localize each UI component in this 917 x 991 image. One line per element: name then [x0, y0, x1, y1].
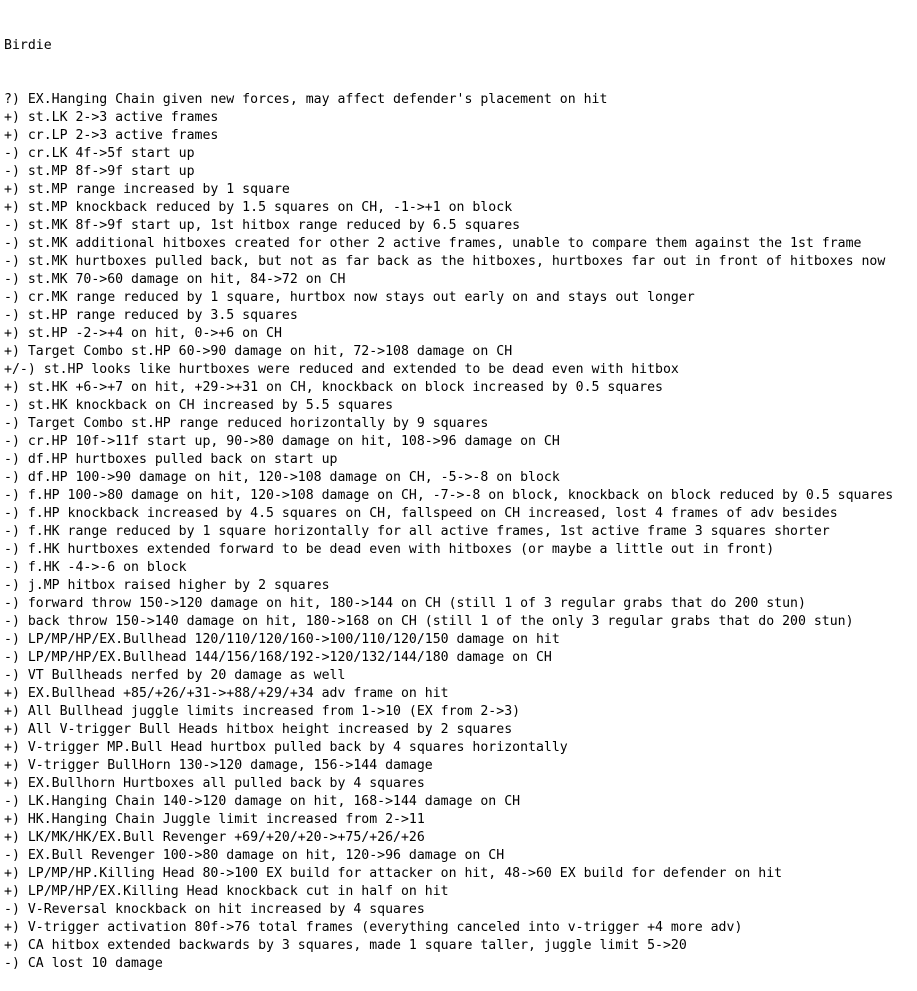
change-line: +/-) st.HP looks like hurtboxes were reduced and extended to be dead even with hitbox — [4, 362, 679, 377]
change-line: +) All V-trigger Bull Heads hitbox height increased by 2 squares — [4, 722, 513, 737]
change-line: +) V-trigger activation 80f->76 total frames (everything canceled into v-trigger +4 more adv) — [4, 920, 743, 935]
change-line: +) EX.Bullhead +85/+26/+31->+88/+29/+34 adv frame on hit — [4, 686, 449, 701]
change-line: +) st.LK 2->3 active frames — [4, 110, 219, 125]
change-line: -) f.HK hurtboxes extended forward to be dead even with hitboxes (or maybe a little out in front) — [4, 542, 775, 557]
change-line: -) st.MP 8f->9f start up — [4, 164, 195, 179]
change-line: +) st.MP range increased by 1 square — [4, 182, 290, 197]
change-line: +) HK.Hanging Chain Juggle limit increased from 2->11 — [4, 812, 425, 827]
change-line: -) st.MK 8f->9f start up, 1st hitbox range reduced by 6.5 squares — [4, 218, 521, 233]
change-line: +) LP/MP/HP.Killing Head 80->100 EX build for attacker on hit, 48->60 EX build for defender on hit — [4, 866, 783, 881]
change-line: +) LP/MP/HP/EX.Killing Head knockback cut in half on hit — [4, 884, 449, 899]
change-line: +) st.MP knockback reduced by 1.5 squares on CH, -1->+1 on block — [4, 200, 513, 215]
change-line: +) LK/MK/HK/EX.Bull Revenger +69/+20/+20->+75/+26/+26 — [4, 830, 425, 845]
change-line: -) forward throw 150->120 damage on hit, 180->144 on CH (still 1 of 3 regular grabs that do 200 stun) — [4, 596, 806, 611]
change-line: -) st.MK additional hitboxes created for other 2 active frames, unable to compare them against the 1st frame — [4, 236, 862, 251]
change-line: -) st.HK knockback on CH increased by 5.5 squares — [4, 398, 394, 413]
change-line: +) Target Combo st.HP 60->90 damage on hit, 72->108 damage on CH — [4, 344, 513, 359]
change-line: -) df.HP hurtboxes pulled back on start up — [4, 452, 338, 467]
change-line: -) f.HK -4->-6 on block — [4, 560, 187, 575]
change-line: -) f.HP knockback increased by 4.5 squares on CH, fallspeed on CH increased, lost 4 frames of adv besides — [4, 506, 838, 521]
change-line: -) cr.LK 4f->5f start up — [4, 146, 195, 161]
change-line: -) back throw 150->140 damage on hit, 180->168 on CH (still 1 of the only 3 regular grabs that do 200 stun) — [4, 614, 854, 629]
document-title: Birdie — [4, 38, 52, 53]
change-line: -) st.MK 70->60 damage on hit, 84->72 on CH — [4, 272, 346, 287]
change-line: -) EX.Bull Revenger 100->80 damage on hit, 120->96 damage on CH — [4, 848, 505, 863]
change-line: -) f.HK range reduced by 1 square horizontally for all active frames, 1st active frame 3 squares shorter — [4, 524, 830, 539]
change-line: +) V-trigger BullHorn 130->120 damage, 156->144 damage — [4, 758, 433, 773]
change-line: -) df.HP 100->90 damage on hit, 120->108 damage on CH, -5->-8 on block — [4, 470, 560, 485]
change-line: +) V-trigger MP.Bull Head hurtbox pulled back by 4 squares horizontally — [4, 740, 568, 755]
change-line: -) j.MP hitbox raised higher by 2 squares — [4, 578, 330, 593]
change-line: +) st.HK +6->+7 on hit, +29->+31 on CH, knockback on block increased by 0.5 squares — [4, 380, 663, 395]
change-line: -) CA lost 10 damage — [4, 956, 163, 971]
change-line: -) LP/MP/HP/EX.Bullhead 120/110/120/160->100/110/120/150 damage on hit — [4, 632, 560, 647]
change-line: -) st.MK hurtboxes pulled back, but not as far back as the hitboxes, hurtboxes far out in front of hitboxes now — [4, 254, 886, 269]
change-line: -) V-Reversal knockback on hit increased by 4 squares — [4, 902, 425, 917]
change-line: -) Target Combo st.HP range reduced horizontally by 9 squares — [4, 416, 489, 431]
change-line: -) VT Bullheads nerfed by 20 damage as well — [4, 668, 346, 683]
change-line: -) LK.Hanging Chain 140->120 damage on hit, 168->144 damage on CH — [4, 794, 521, 809]
change-list — [4, 91, 917, 973]
change-line: +) All Bullhead juggle limits increased from 1->10 (EX from 2->3) — [4, 704, 521, 719]
change-line: -) cr.MK range reduced by 1 square, hurtbox now stays out early on and stays out longer — [4, 290, 695, 305]
change-line: -) f.HP 100->80 damage on hit, 120->108 damage on CH, -7->-8 on block, knockback on block reduced by 0.5 squares — [4, 488, 894, 503]
change-line: -) LP/MP/HP/EX.Bullhead 144/156/168/192->120/132/144/180 damage on CH — [4, 650, 552, 665]
change-line: +) CA hitbox extended backwards by 3 squares, made 1 square taller, juggle limit 5->20 — [4, 938, 687, 953]
change-line: +) EX.Bullhorn Hurtboxes all pulled back by 4 squares — [4, 776, 425, 791]
change-line: +) cr.LP 2->3 active frames — [4, 128, 219, 143]
change-line: ?) EX.Hanging Chain given new forces, may affect defender's placement on hit — [4, 92, 608, 107]
change-line: -) cr.HP 10f->11f start up, 90->80 damage on hit, 108->96 damage on CH — [4, 434, 560, 449]
change-line: +) st.HP -2->+4 on hit, 0->+6 on CH — [4, 326, 282, 341]
change-line: -) st.HP range reduced by 3.5 squares — [4, 308, 298, 323]
